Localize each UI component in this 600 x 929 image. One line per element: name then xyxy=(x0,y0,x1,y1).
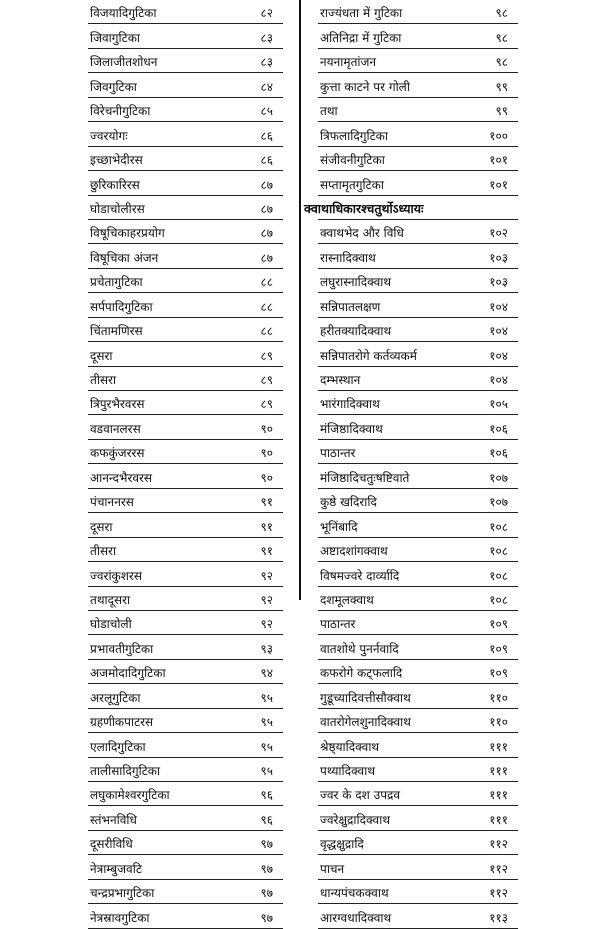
entry-title: विरेचनीगुटिका xyxy=(90,104,151,119)
entry-title: लघुकामेश्वरगुटिका xyxy=(90,788,170,803)
entry-title: स्तंभनविधि xyxy=(90,812,137,827)
entry-page-number: ८४ xyxy=(260,79,273,94)
index-entry-row xyxy=(88,73,283,97)
entry-title: नेत्राम्बुजवटि xyxy=(90,861,142,876)
entry-title: तीसरा xyxy=(90,373,117,387)
entry-page-number: १०३ xyxy=(489,250,508,265)
entry-title: कुत्ता काटने पर गोली xyxy=(320,79,410,94)
index-entry-row xyxy=(318,440,518,464)
entry-page-number: १११ xyxy=(489,812,508,827)
entry-title: अरलूगुटिका xyxy=(90,690,141,705)
entry-page-number: १०८ xyxy=(489,544,508,559)
entry-page-number: १०४ xyxy=(489,348,508,363)
index-entry-row xyxy=(88,562,283,586)
entry-title: आरग्वधादिक्वाथ xyxy=(320,910,392,925)
index-entry-row xyxy=(318,171,518,195)
entry-page-number: १०७ xyxy=(489,470,508,485)
entry-page-number: ९६ xyxy=(260,788,273,803)
entry-title: संजीवनीगुटिका xyxy=(320,153,385,168)
index-entry-row xyxy=(318,758,518,782)
index-entry-row xyxy=(88,880,283,904)
entry-page-number: ९५ xyxy=(260,764,273,778)
entry-title: चन्द्रप्रभागुटिका xyxy=(90,886,155,901)
entry-page-number: १०५ xyxy=(489,397,508,412)
column-divider xyxy=(299,0,301,600)
entry-title: नयनामृतांजन xyxy=(320,55,377,70)
index-entry-row xyxy=(318,733,518,757)
index-entry-row xyxy=(88,415,283,439)
chapter-heading-row xyxy=(304,196,518,220)
entry-page-number: १०६ xyxy=(489,446,508,461)
entry-title: विषूचिका अंजन xyxy=(90,250,159,265)
index-entry-row xyxy=(318,709,518,733)
entry-title: कफकुंजररस xyxy=(90,446,145,461)
entry-title: विषमज्वरे दार्व्यादि xyxy=(320,568,400,583)
entry-title: धान्यपंचकक्वाथ xyxy=(320,886,389,901)
entry-title: आनन्दभैरवरस xyxy=(90,470,153,485)
index-entry-row xyxy=(88,98,283,122)
index-entry-row xyxy=(88,782,283,806)
index-entry-row xyxy=(318,904,518,928)
index-entry-row xyxy=(88,660,283,684)
entry-page-number: ९१ xyxy=(260,519,273,534)
entry-page-number: ८९ xyxy=(260,397,273,412)
entry-title: त्रिफलादिगुटिका xyxy=(320,128,388,143)
entry-title: प्रचेतागुटिका xyxy=(90,275,143,290)
index-entry-row xyxy=(318,244,518,268)
entry-title: विषूचिकाहरप्रयोग xyxy=(90,226,165,241)
entry-page-number: १११ xyxy=(489,764,508,778)
right-index-column xyxy=(304,0,518,929)
entry-page-number: ११२ xyxy=(489,837,508,852)
entry-page-number: ९२ xyxy=(260,568,273,583)
entry-title: सप्तामृतगुटिका xyxy=(320,177,385,192)
index-entry-row xyxy=(318,391,518,415)
entry-page-number: ११० xyxy=(489,715,508,730)
entry-page-number: १०९ xyxy=(489,666,508,681)
index-entry-row xyxy=(318,660,518,684)
entry-title: वातरोगेलशुनादिक्वाथ xyxy=(320,715,411,730)
entry-title: ग्रहणीकपाटरस xyxy=(90,715,154,730)
entry-page-number: १०४ xyxy=(489,324,508,339)
entry-title: कफरोगे कट्फलादि xyxy=(320,666,403,681)
entry-page-number: १११ xyxy=(489,788,508,803)
index-entry-row xyxy=(88,440,283,464)
entry-page-number: ९५ xyxy=(260,690,273,705)
index-entry-row xyxy=(318,98,518,122)
index-entry-row xyxy=(88,831,283,855)
entry-page-number: ९५ xyxy=(260,739,273,754)
entry-title: ज्वरांकुशरस xyxy=(90,568,142,583)
entry-page-number: ९२ xyxy=(260,617,273,632)
index-entry-row xyxy=(88,855,283,879)
index-entry-row xyxy=(88,538,283,562)
entry-title: मंजिष्ठादिचतुःषष्टिवाते xyxy=(320,470,410,485)
entry-title: पाचन xyxy=(320,861,345,876)
index-entry-row xyxy=(88,244,283,268)
entry-title: ज्वरेक्षुद्रादिक्वाथ xyxy=(320,812,390,827)
entry-title: श्रेष्ठ्यादिक्वाथ xyxy=(320,739,380,754)
index-entry-row xyxy=(88,367,283,391)
entry-title: नेत्रस्रावगुटिका xyxy=(90,910,150,925)
entry-page-number: १०१ xyxy=(489,177,508,192)
index-entry-row xyxy=(88,293,283,317)
index-entry-row xyxy=(88,611,283,635)
entry-page-number: १०४ xyxy=(489,373,508,387)
index-entry-row xyxy=(88,318,283,342)
entry-title: पाठान्तर xyxy=(320,446,356,461)
index-entry-row xyxy=(318,49,518,73)
entry-title: वातशोथे पुनर्नवादि xyxy=(320,641,399,656)
entry-page-number: ९४ xyxy=(260,666,273,681)
index-entry-row xyxy=(88,269,283,293)
index-entry-row xyxy=(318,293,518,317)
entry-page-number: १०८ xyxy=(489,568,508,583)
index-entry-row xyxy=(318,147,518,171)
entry-page-number: १०७ xyxy=(489,495,508,510)
entry-title: पथ्यादिक्वाथ xyxy=(320,764,375,778)
entry-title: भारंगादिक्वाथ xyxy=(320,397,380,412)
entry-title: लघुरास्नादिक्वाथ xyxy=(320,275,392,290)
entry-page-number: ८८ xyxy=(260,299,273,314)
index-entry-row xyxy=(88,635,283,659)
entry-page-number: १०८ xyxy=(489,592,508,607)
entry-title: रास्नादिक्वाथ xyxy=(320,250,376,265)
index-entry-row xyxy=(318,587,518,611)
entry-page-number: ८३ xyxy=(260,55,273,70)
entry-title: मंजिष्ठादिक्वाथ xyxy=(320,421,383,436)
index-entry-row xyxy=(88,587,283,611)
index-entry-row xyxy=(318,24,518,48)
index-entry-row xyxy=(88,733,283,757)
entry-title: सर्पपादिगुटिका xyxy=(90,299,153,314)
entry-title: क्वाथभेद और विधि xyxy=(320,226,404,241)
entry-page-number: ८८ xyxy=(260,324,273,339)
entry-page-number: ८७ xyxy=(260,226,273,241)
entry-title: एलादिगुटिका xyxy=(90,739,146,754)
index-entry-row xyxy=(88,122,283,146)
entry-title: सन्निपातलक्षण xyxy=(320,299,381,314)
index-entry-row xyxy=(88,513,283,537)
entry-page-number: १०४ xyxy=(489,299,508,314)
entry-title: जिवगुटिका xyxy=(90,79,137,94)
index-entry-row xyxy=(88,904,283,928)
entry-title: पाठान्तर xyxy=(320,617,356,632)
index-entry-row xyxy=(318,73,518,97)
index-entry-row xyxy=(88,464,283,488)
index-entry-row xyxy=(318,513,518,537)
entry-page-number: ८७ xyxy=(260,201,273,216)
index-entry-row xyxy=(318,342,518,366)
index-entry-row xyxy=(318,806,518,830)
entry-page-number: ११० xyxy=(489,690,508,705)
entry-page-number: ९९ xyxy=(495,79,508,94)
entry-page-number: ८९ xyxy=(260,373,273,387)
index-entry-row xyxy=(318,538,518,562)
entry-page-number: ८६ xyxy=(260,153,273,168)
index-entry-row xyxy=(88,342,283,366)
index-entry-row xyxy=(88,49,283,73)
entry-title: अतिनिद्रा में गुटिका xyxy=(320,30,402,45)
entry-title: ज्वर के दश उपद्रव xyxy=(320,788,401,803)
entry-page-number: ९६ xyxy=(260,812,273,827)
entry-title: दूसरीविधि xyxy=(90,837,133,852)
index-entry-row xyxy=(88,806,283,830)
entry-title: दम्भस्थान xyxy=(320,373,361,387)
chapter-heading: क्वाथाधिकारश्चतुर्थोऽध्यायः xyxy=(304,200,424,216)
entry-title: विजयादिगुटिका xyxy=(90,6,157,21)
index-entry-row xyxy=(318,611,518,635)
entry-title: सन्निपातरोगे कर्तव्यकर्म xyxy=(320,348,417,363)
entry-title: पंचाननरस xyxy=(90,495,134,510)
entry-page-number: ९० xyxy=(260,421,273,436)
index-entry-row xyxy=(318,684,518,708)
index-entry-row xyxy=(88,489,283,513)
entry-page-number: १०९ xyxy=(489,641,508,656)
entry-page-number: ९७ xyxy=(260,837,273,852)
index-entry-row xyxy=(318,880,518,904)
entry-page-number: ११२ xyxy=(489,861,508,876)
entry-title: तीसरा xyxy=(90,544,117,559)
entry-page-number: ९८ xyxy=(495,6,508,21)
entry-title: हरीतक्यादिक्वाथ xyxy=(320,324,392,339)
entry-page-number: १०८ xyxy=(489,519,508,534)
entry-page-number: ९२ xyxy=(260,592,273,607)
index-entry-row xyxy=(318,635,518,659)
entry-page-number: ९३ xyxy=(260,641,273,656)
index-entry-row xyxy=(318,122,518,146)
entry-title: अजमोदादिगुटिका xyxy=(90,666,166,681)
entry-title: दशमूलक्वाथ xyxy=(320,592,374,607)
index-entry-row xyxy=(318,220,518,244)
left-index-column xyxy=(88,0,283,929)
entry-title: छुरिकारिरस xyxy=(90,177,140,192)
entry-title: इच्छाभेदीरस xyxy=(90,153,143,168)
entry-title: तालीसादिगुटिका xyxy=(90,764,161,778)
entry-title: त्रिपुरभैरवरस xyxy=(90,397,145,412)
entry-title: तथादूसरा xyxy=(90,592,131,607)
entry-page-number: ८२ xyxy=(260,6,273,21)
entry-page-number: ९७ xyxy=(260,886,273,901)
entry-page-number: १०९ xyxy=(489,617,508,632)
entry-page-number: १०२ xyxy=(489,226,508,241)
index-entry-row xyxy=(88,220,283,244)
index-entry-row xyxy=(318,318,518,342)
index-entry-row xyxy=(88,24,283,48)
entry-page-number: ८३ xyxy=(260,30,273,45)
index-entry-row xyxy=(318,464,518,488)
entry-title: अष्टादशांगक्वाथ xyxy=(320,544,388,559)
index-entry-row xyxy=(88,684,283,708)
entry-page-number: ११३ xyxy=(489,910,508,925)
entry-page-number: ९० xyxy=(260,470,273,485)
index-entry-row xyxy=(318,489,518,513)
entry-title: घोडाचोली xyxy=(90,617,132,632)
entry-title: वृद्धक्षुद्रादि xyxy=(320,837,364,852)
index-entry-row xyxy=(318,782,518,806)
entry-title: भूनिंबादि xyxy=(320,519,358,534)
index-entry-row xyxy=(318,0,518,24)
entry-title: तथा xyxy=(320,104,338,119)
entry-page-number: ९५ xyxy=(260,715,273,730)
entry-title: प्रभावतीगुटिका xyxy=(90,641,154,656)
entry-page-number: १०६ xyxy=(489,421,508,436)
entry-page-number: ११२ xyxy=(489,886,508,901)
entry-page-number: १०१ xyxy=(489,153,508,168)
entry-page-number: ९८ xyxy=(495,30,508,45)
entry-page-number: ९७ xyxy=(260,861,273,876)
entry-page-number: ९८ xyxy=(495,55,508,70)
index-entry-row xyxy=(88,758,283,782)
entry-title: घोडाचोलीरस xyxy=(90,201,145,216)
entry-title: दूसरा xyxy=(90,519,113,534)
entry-page-number: ९१ xyxy=(260,495,273,510)
index-entry-row xyxy=(318,415,518,439)
index-entry-row xyxy=(88,709,283,733)
entry-title: राज्यंधता में गुटिका xyxy=(320,6,403,21)
entry-title: वडवानलरस xyxy=(90,421,141,436)
entry-title: गुडूच्यादिवत्तीसौक्वाथ xyxy=(320,690,411,705)
entry-page-number: ९९ xyxy=(495,104,508,119)
entry-page-number: ८५ xyxy=(260,104,273,119)
entry-page-number: ८८ xyxy=(260,275,273,290)
index-entry-row xyxy=(88,171,283,195)
entry-page-number: ९७ xyxy=(260,910,273,925)
entry-page-number: ८६ xyxy=(260,128,273,143)
index-entry-row xyxy=(88,0,283,24)
entry-page-number: १११ xyxy=(489,739,508,754)
index-entry-row xyxy=(318,562,518,586)
entry-page-number: ८७ xyxy=(260,250,273,265)
index-entry-row xyxy=(318,855,518,879)
entry-page-number: १०३ xyxy=(489,275,508,290)
entry-title: ज्वरयोगः xyxy=(90,128,128,143)
index-entry-row xyxy=(88,196,283,220)
entry-title: कुष्ठे खदिरादि xyxy=(320,495,377,510)
entry-page-number: ९० xyxy=(260,446,273,461)
index-entry-row xyxy=(88,391,283,415)
index-entry-row xyxy=(318,831,518,855)
entry-page-number: ८७ xyxy=(260,177,273,192)
entry-page-number: ८९ xyxy=(260,348,273,363)
index-entry-row xyxy=(318,269,518,293)
entry-title: चिंतामणिरस xyxy=(90,324,143,339)
entry-title: जिवागुटिका xyxy=(90,30,141,45)
index-entry-row xyxy=(318,367,518,391)
entry-page-number: १०० xyxy=(489,128,508,143)
entry-title: जिलाजीतशोधन xyxy=(90,55,158,70)
entry-title: दूसरा xyxy=(90,348,113,363)
index-entry-row xyxy=(88,147,283,171)
entry-page-number: ९१ xyxy=(260,544,273,559)
